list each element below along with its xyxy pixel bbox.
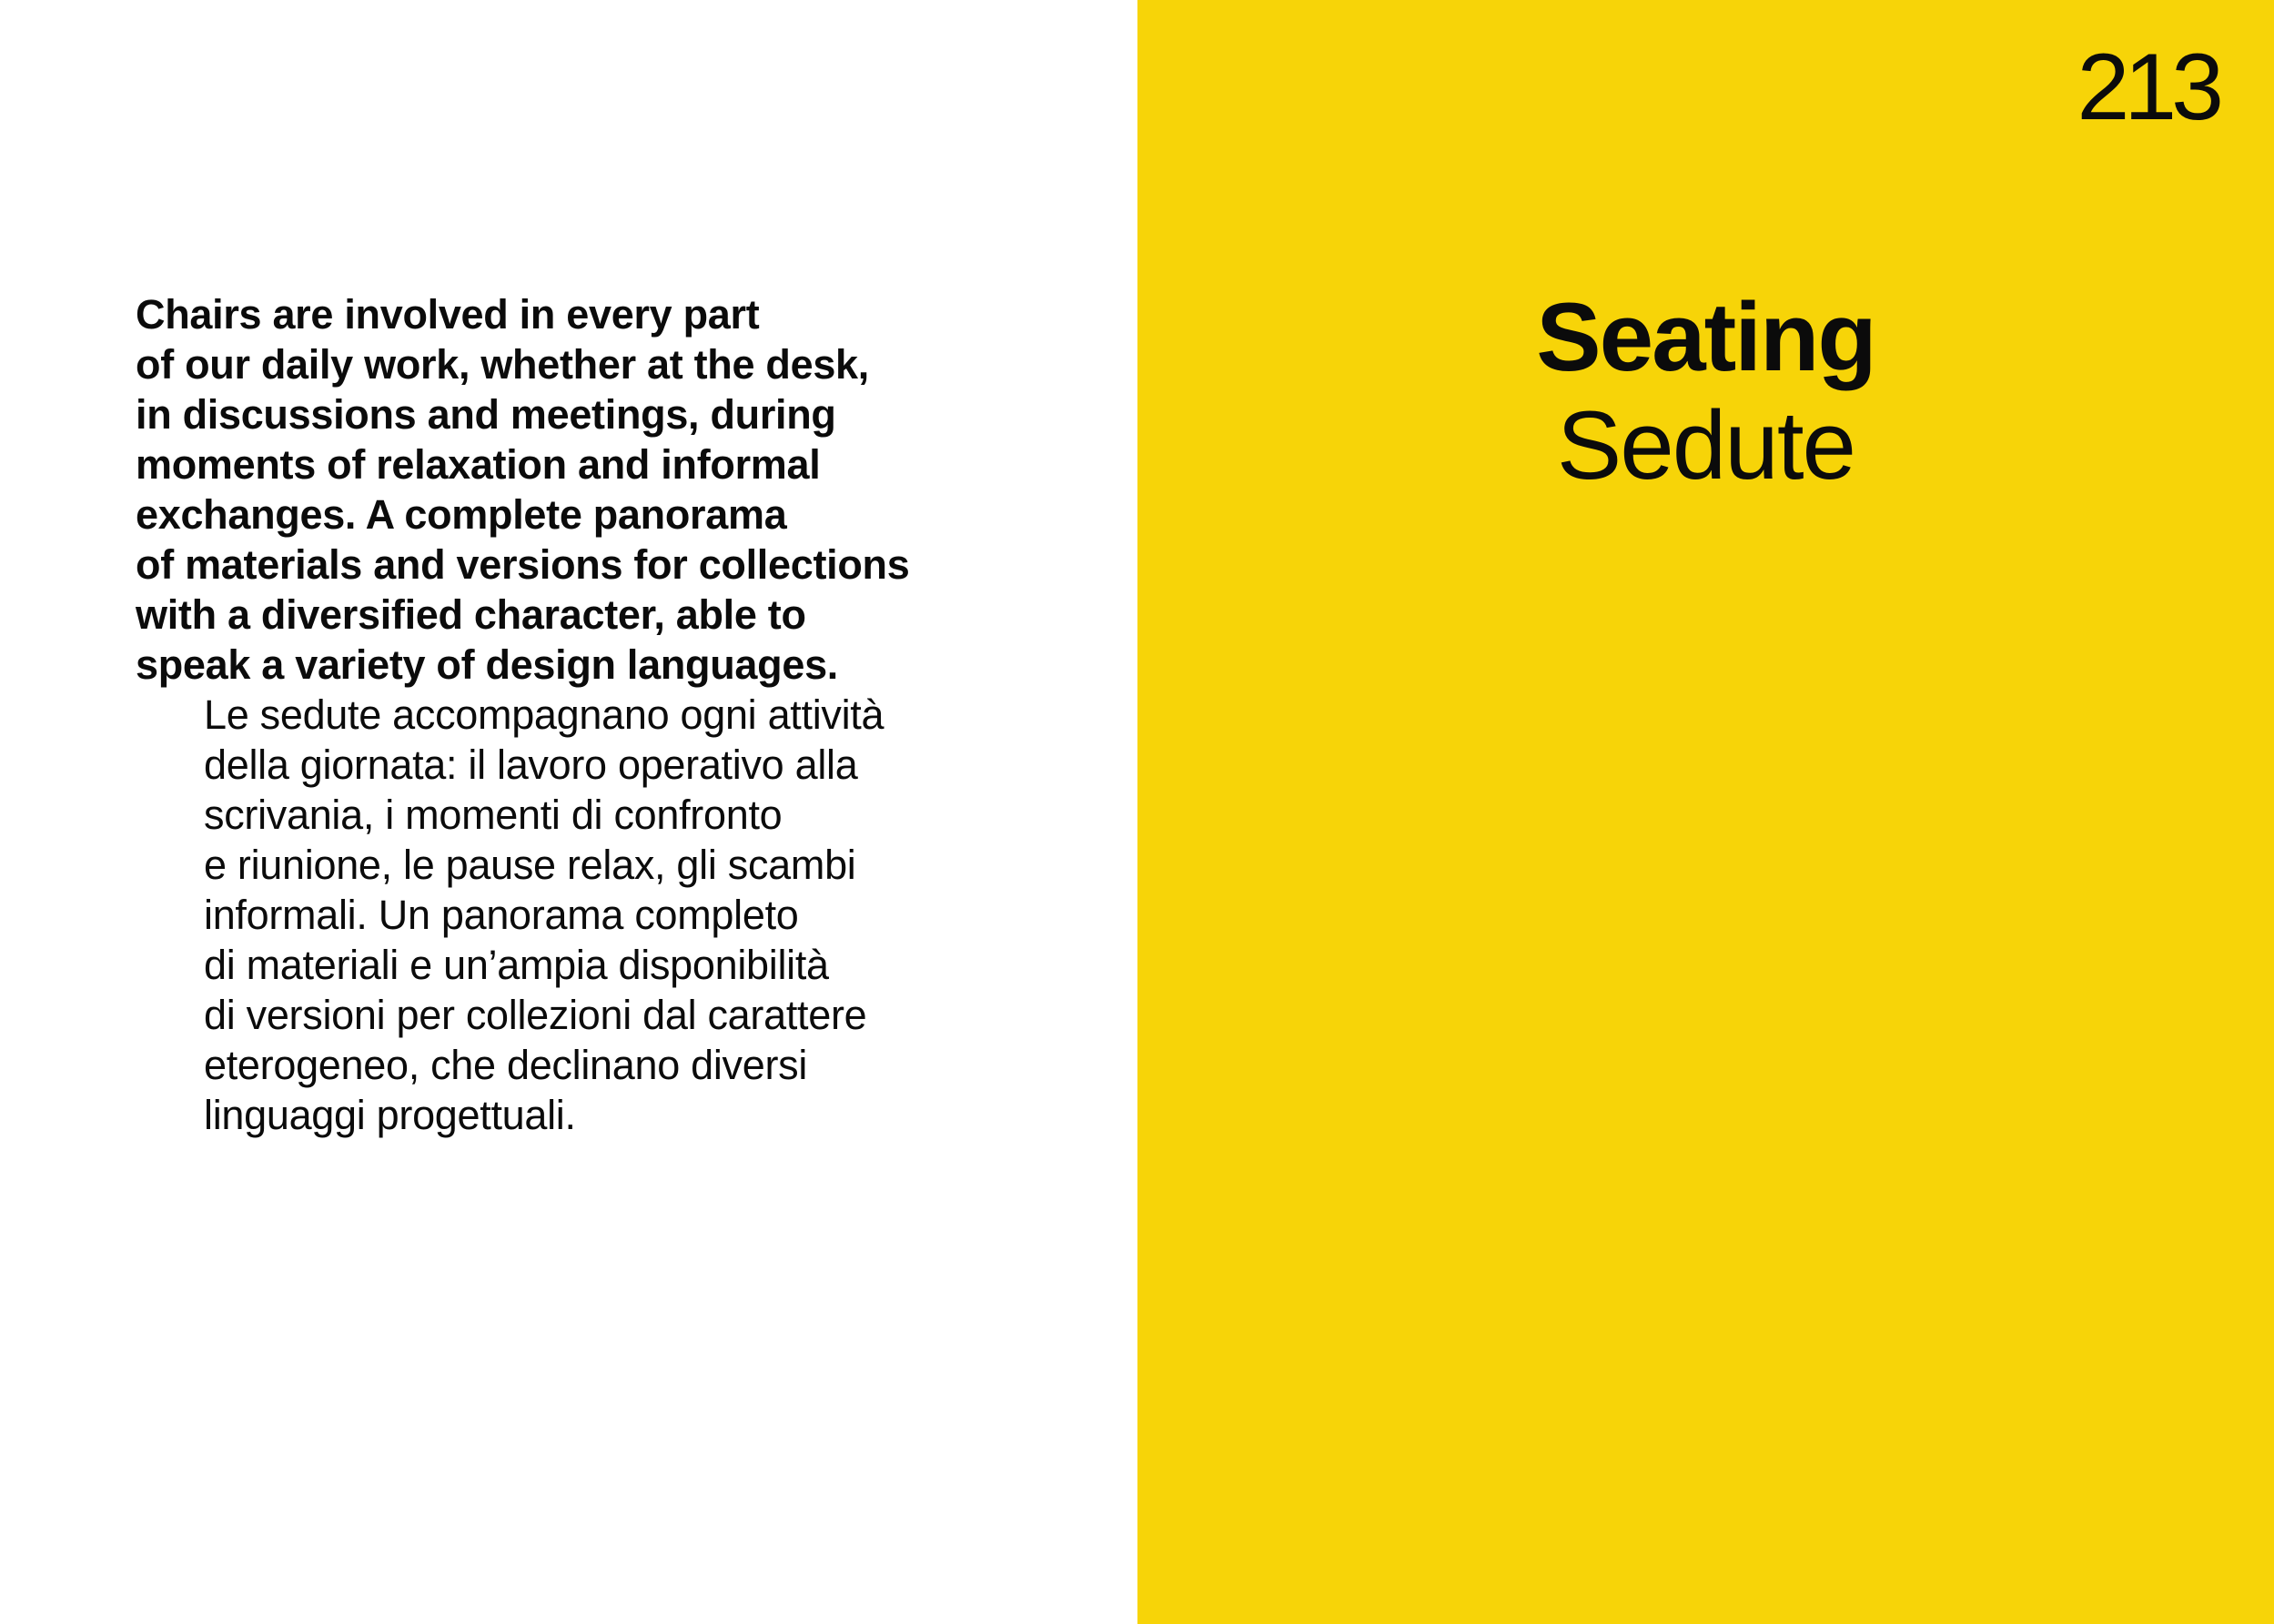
intro-english-line: in discussions and meetings, during: [136, 391, 836, 438]
intro-italian-line: scrivania, i momenti di confronto: [204, 792, 783, 838]
intro-italian-line: eterogeneo, che declinano diversi: [204, 1042, 808, 1088]
intro-english-line: Chairs are involved in every part: [136, 291, 760, 338]
section-subtitle: Sedute: [1556, 390, 1855, 499]
intro-italian-line: linguaggi progettuali.: [204, 1092, 576, 1138]
intro-italian-line: informali. Un panorama completo: [204, 892, 799, 938]
section-title: Seating: [1536, 282, 1875, 391]
intro-english-line: with a diversified character, able to: [136, 591, 806, 638]
intro-english-line: speak a variety of design languages.: [136, 641, 838, 688]
page-number: 213: [2077, 35, 2218, 140]
intro-english-line: of materials and versions for collections: [136, 541, 910, 588]
intro-english-line: moments of relaxation and informal: [136, 441, 821, 488]
intro-italian-line: di materiali e un’ampia disponibilità: [204, 942, 829, 988]
intro-italian-paragraph: [136, 690, 1055, 1140]
intro-italian-line: e riunione, le pause relax, gli scambi: [204, 842, 856, 888]
section-heading: [1137, 282, 2274, 499]
intro-italian-line: della giornata: il lavoro operativo alla: [204, 741, 858, 788]
right-page-yellow-panel: [1137, 0, 2274, 1624]
intro-english-line: exchanges. A complete panorama: [136, 491, 787, 538]
intro-english-paragraph: [136, 289, 1055, 690]
intro-text-block: [136, 289, 1055, 1140]
intro-italian-line: di versioni per collezioni dal carattere: [204, 992, 867, 1038]
intro-english-line: of our daily work, whether at the desk,: [136, 341, 869, 388]
intro-italian-line: Le sedute accompagnano ogni attività: [204, 691, 884, 738]
